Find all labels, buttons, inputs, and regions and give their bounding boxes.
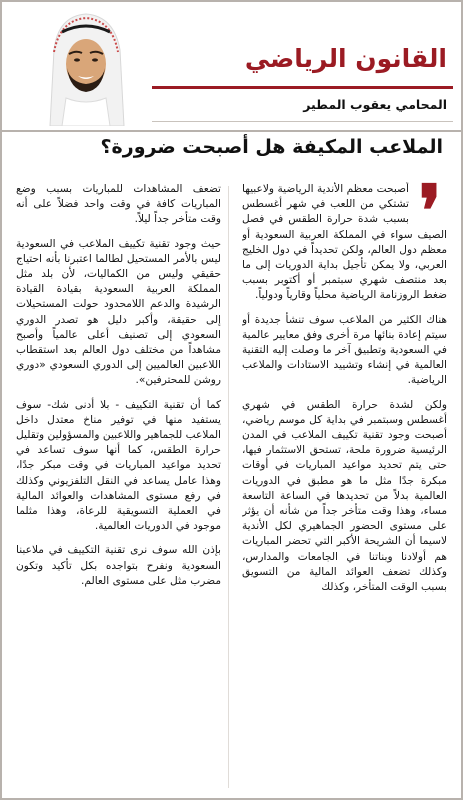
author-name: المحامي يعقوب المطير xyxy=(303,97,447,112)
paragraph: ولكن لشدة حرارة الطقس في شهري أغسطس وسبتمبر في بداية كل موسم رياضي، أصبحت وجود تقنية تكييف الملاعب في المدن الرئيسية ضرورة ملحة، تستحق الاستثمار فيها، حتى يتم تحديد مواعيد المباريات في أوقات مبكرة جدًا مثل ما هو مطبق في الدوريات العالمية بدلاً من تحديدها في الساعة التاسعة مساء، وهذا وقت متأخر جداً من شأنه أن يؤثر على مستوى الحضور الجماهيري لكل الأندية لاسيما أن الشريحة الأكبر التي تحضر المباريات هم أولادنا وبناتنا في الجامعات والمدارس، وكذلك تضعف العوائد المالية من التسويق بسبب الوقت المتأخر، وكذلك xyxy=(242,398,447,594)
left-column xyxy=(16,182,221,790)
paragraph: أصبحت معظم الأندية الرياضية ولاعبيها تشتكي من اللعب في شهر أغسطس بسبب شدة حرارة الطقس في فصل الصيف سواء في المملكة العربية السعودية أو معظم دول العالم، ولكن تحديداً في دول الخليج العربي، ولا يمكن تأجيل بداية الدوريات إلى ما بعد منتصف شهري سبتمبر أو أكتوبر بسبب ضغط الروزنامة الرياضية محلياً وقارياً ودولياً. xyxy=(242,183,447,302)
right-column xyxy=(242,182,447,790)
article-body xyxy=(16,182,447,790)
thobe-shape xyxy=(62,98,110,126)
article-headline: الملاعب المكيفة هل أصبحت ضرورة؟ xyxy=(100,136,443,158)
author-divider xyxy=(152,121,453,122)
paragraph: تضعف المشاهدات للمباريات بسبب وضع المباريات كافة في وقت واحد فضلاً على أنه وقت متأخر جداً ليلاً. xyxy=(16,183,221,226)
paragraph: هناك الكثير من الملاعب سوف تنشأ جديدة أو سيتم إعادة بنائها مرة أخرى وفق معايير عالمية في السعودية وتطبيق آخر ما وصلت إليه التقنية العالمية في إنشاء وتشييد الاستادات والملاعب الرياضية. xyxy=(242,313,447,387)
paragraph: كما أن تقنية التكييف - بلا أدنى شك- سوف يستفيد منها في توفير مناخ معتدل داخل الملاعب للجماهير واللاعبين والمسؤولين وتقليل حرارة الطقس، كما أنها سوف تساعد في تحديد مواعيد المباريات في وقت مبكر جدًا، وهذا عامل يساعد في النقل التلفزيوني وكذلك في رفع مستوى المشاهدات والعوائد المالية في العملية التسويقية للرعاة، وهذا مثلما موجود في الدوريات العالمية. xyxy=(16,398,221,533)
paragraph: حيث وجود تقنية تكييف الملاعب في السعودية ليس بالأمر المستحيل لطالما اعتبرنا بأنه احتياج حقيقي وليس من الكماليات، لأن بلد مثل المملكة العربية السعودية بقيادة القيادة الرشيدة والدعم اللامحدود حولت المستحيلات إلى حقيقة، وأكبر دليل هو تصدر الدوري السعودي إلى تصنيف أعلى عالمياً وأصبح مشاهداً من مختلف دول العالم بعد استقطاب اللاعبين العالميين إلى الدوري السعودي «دوري روشن للمحترفين». xyxy=(16,237,221,387)
column-title: القانون الرياضي xyxy=(244,44,447,73)
title-accent-rule xyxy=(152,86,453,89)
author-portrait xyxy=(36,10,136,126)
column-header xyxy=(2,2,461,132)
paragraph: بإذن الله سوف نرى تقنية التكييف في ملاعبنا السعودية ونفرح بتواجده بكل تأكيد وتكون مضرب مثل على مستوى العالم. xyxy=(16,544,221,587)
quote-icon: ❜ xyxy=(418,182,442,252)
